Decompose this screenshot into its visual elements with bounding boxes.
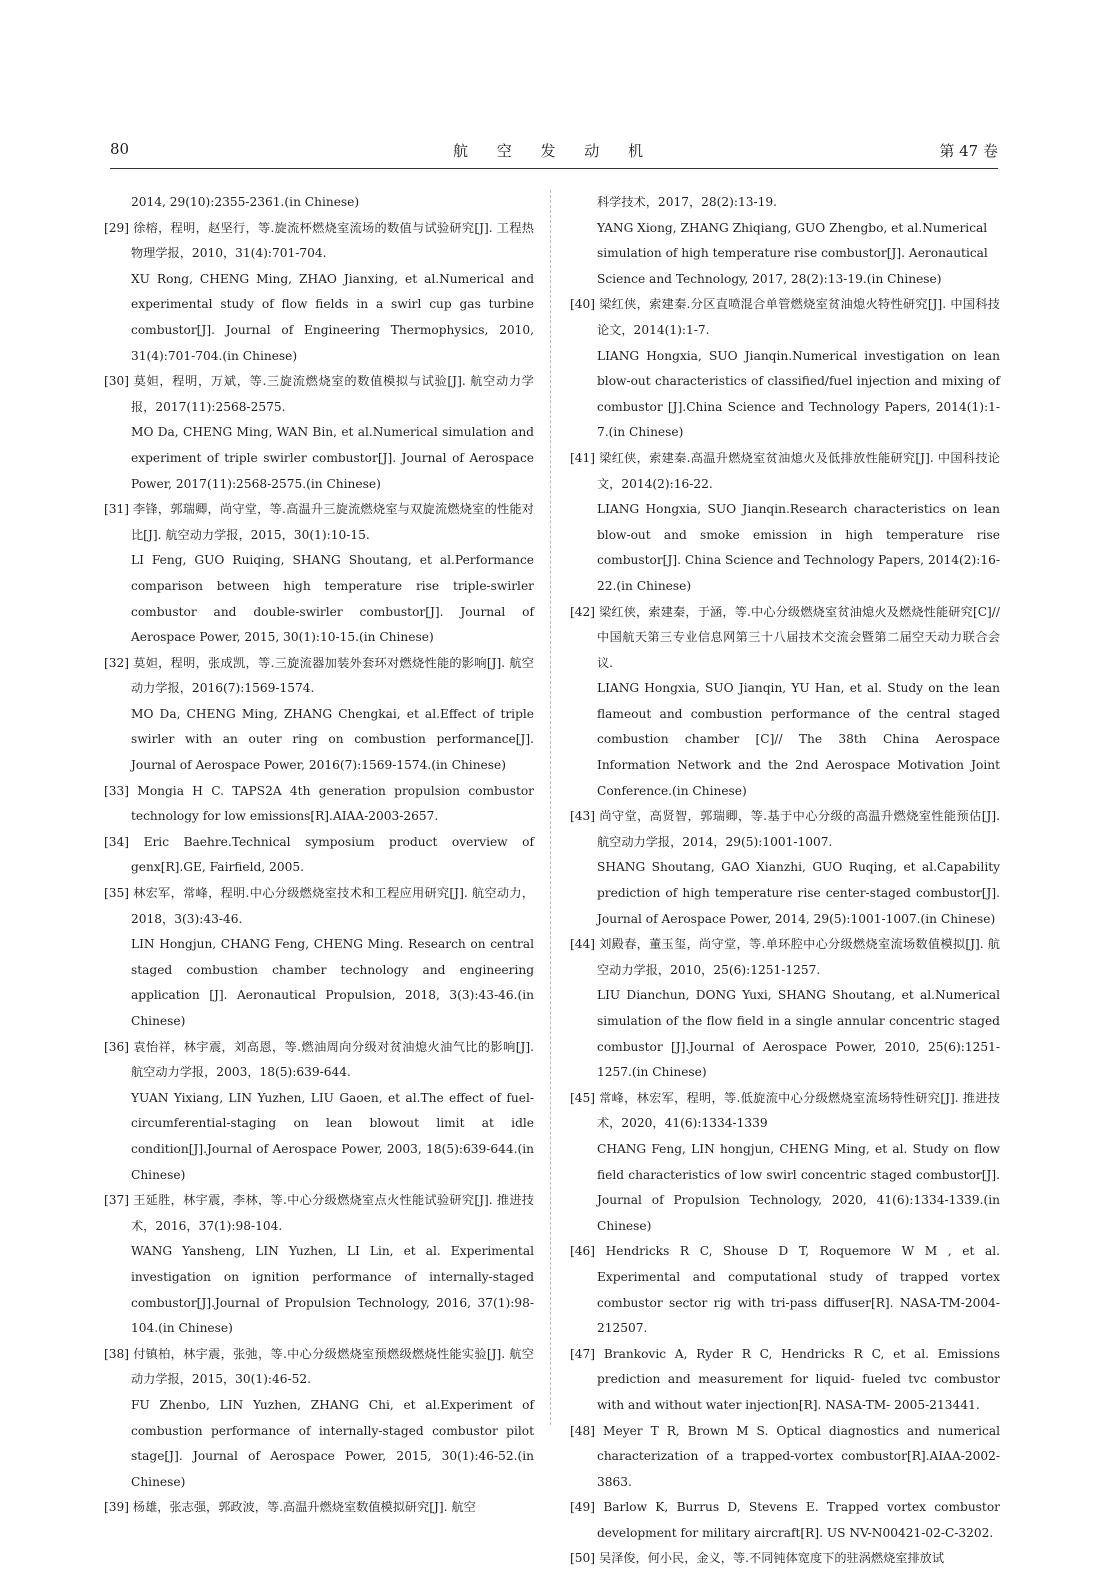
- reference-entry: [570, 1546, 1000, 1572]
- reference-entry: [570, 446, 1000, 600]
- reference-english-text: FU Zhenbo, LIN Yuzhen, ZHANG Chi, et al.Experiment of combustion performance of internally-staged combustor pilot stage[J]. Journal of Aerospace Power, 2015, 30(1):46-52.(in Chinese): [131, 1397, 534, 1489]
- reference-number: [29]: [104, 220, 130, 235]
- reference-chinese-text: 莫妲，程明，张成凯，等.三旋流器加装外套环对燃烧性能的影响[J]. 航空动力学报，2016(7):1569-1574.: [131, 655, 534, 696]
- reference-entry: [570, 600, 1000, 805]
- reference-continuation: [570, 190, 1000, 292]
- reference-chinese-text: 常峰，林宏军，程明，等.低旋流中心分级燃烧室流场特性研究[J]. 推进技术，2020，41(6):1334-1339: [597, 1090, 1000, 1131]
- reference-chinese-text: 吴泽俊，何小民，金义，等.不同钝体宽度下的驻涡燃烧室排放试: [598, 1551, 945, 1566]
- reference-entry: [570, 292, 1000, 446]
- reference-entry: [570, 1342, 1000, 1419]
- reference-number: [31]: [104, 502, 130, 517]
- reference-entry: [104, 369, 534, 497]
- reference-chinese-text: 徐榕，程明，赵坚行，等.旋流杯燃烧室流场的数值与试验研究[J]. 工程热物理学报，2010，31(4):701-704.: [131, 220, 534, 261]
- reference-english-text: WANG Yansheng, LIN Yuzhen, LI Lin, et al. Experimental investigation on ignition performance of internally-staged combustor[J].Journal of Propulsion Technology, 2016, 37(1):98-104.(in Chinese): [131, 1244, 534, 1336]
- reference-chinese-text: 尚守堂，高贤智，郭瑞卿，等.基于中心分级的高温升燃烧室性能预估[J]. 航空动力学报，2014，29(5):1001-1007.: [597, 809, 1000, 849]
- references-right-column: [570, 190, 1000, 1572]
- reference-english-text: Meyer T R, Brown M S. Optical diagnostics and numerical characterization of a trapped-vortex combustor[R].AIAA-2002-3863.: [597, 1423, 1001, 1489]
- reference-number: [35]: [104, 886, 130, 901]
- reference-number: [44]: [570, 937, 596, 952]
- reference-entry: [570, 932, 1000, 1086]
- reference-number: [30]: [104, 374, 130, 389]
- reference-english-text: LIANG Hongxia, SUO Jianqin.Numerical investigation on lean blow-out characteristics of classified/fuel injection and mixing of combustor [J].China Science and Technology Papers, 2014(1):1-7.(in Chinese): [597, 348, 1000, 440]
- reference-number: [50]: [570, 1551, 596, 1566]
- page-number: 80: [110, 140, 130, 158]
- reference-number: [38]: [104, 1346, 130, 1361]
- reference-number: [47]: [570, 1346, 596, 1361]
- reference-number: [42]: [570, 604, 596, 619]
- reference-number: [39]: [104, 1500, 130, 1515]
- reference-english-text: XU Rong, CHENG Ming, ZHAO Jianxing, et al.Numerical and experimental study of flow fields in a swirl cup gas turbine combustor[J]. Journal of Engineering Thermophysics, 2010, 31(4):701-704.(in Chinese): [131, 271, 534, 363]
- reference-number: [33]: [104, 783, 130, 798]
- reference-entry: [570, 804, 1000, 932]
- reference-entry: [104, 779, 534, 830]
- reference-entry: [104, 881, 534, 1035]
- reference-entry: [104, 1495, 534, 1521]
- reference-chinese-text: 梁红侠，索建秦.高温升燃烧室贫油熄火及低排放性能研究[J]. 中国科技论文，2014(2):16-22.: [597, 450, 1000, 491]
- reference-chinese-text: 林宏军，常峰，程明.中心分级燃烧室技术和工程应用研究[J]. 航空动力，2018，3(3):43-46.: [131, 886, 534, 926]
- reference-text: 2014, 29(10):2355-2361.(in Chinese): [131, 195, 360, 209]
- reference-number: [36]: [104, 1039, 130, 1054]
- reference-entry: [570, 1495, 1000, 1546]
- reference-entry: [104, 216, 534, 370]
- reference-english-text: LI Feng, GUO Ruiqing, SHANG Shoutang, et al.Performance comparison between high temperature rise triple-swirler combustor and double-swirler combustor[J]. Journal of Aerospace Power, 2015, 30(1):10-15.(in Chinese): [131, 553, 534, 645]
- reference-number: [49]: [570, 1500, 596, 1515]
- reference-number: [41]: [570, 450, 596, 465]
- reference-chinese-text: 莫妲，程明，万斌，等.三旋流燃烧室的数值模拟与试验[J]. 航空动力学报，2017(11):2568-2575.: [131, 374, 534, 414]
- reference-chinese-text: 梁红侠，索建秦，于涵，等.中心分级燃烧室贫油熄火及燃烧性能研究[C]//中国航天第三专业信息网第三十八届技术交流会暨第二届空天动力联合会议.: [597, 604, 1001, 670]
- reference-english-text: Eric Baehre.Technical symposium product overview of genx[R].GE, Fairfield, 2005.: [131, 834, 535, 875]
- reference-entry: [104, 830, 534, 881]
- reference-entry: [104, 651, 534, 779]
- reference-entry: [570, 1086, 1000, 1240]
- reference-english-text: LIU Dianchun, DONG Yuxi, SHANG Shoutang, et al.Numerical simulation of the flow field in a single annular concentric staged combustor [J].Journal of Aerospace Power, 2010, 25(6):1251-1257.(in Chinese): [597, 988, 1000, 1080]
- reference-entry: [104, 1035, 534, 1189]
- reference-english-text: LIN Hongjun, CHANG Feng, CHENG Ming. Research on central staged combustion chamber technology and engineering application [J]. Aeronautical Propulsion, 2018, 3(3):43-46.(in Chinese): [131, 937, 534, 1028]
- reference-number: [40]: [570, 297, 596, 312]
- reference-english-text: MO Da, CHENG Ming, WAN Bin, et al.Numerical simulation and experiment of triple swirler combustor[J]. Journal of Aerospace Power, 2017(11):2568-2575.(in Chinese): [131, 425, 534, 491]
- reference-english-text: CHANG Feng, LIN hongjun, CHENG Ming, et al. Study on flow field characteristics of low swirl concentric staged combustor[J]. Journal of Propulsion Technology, 2020, 41(6):1334-1339.(in Chinese): [597, 1141, 1000, 1233]
- reference-chinese-text: 杨雄，张志强，郭政波，等.高温升燃烧室数值模拟研究[J]. 航空: [132, 1500, 476, 1515]
- reference-english-text: MO Da, CHENG Ming, ZHANG Chengkai, et al.Effect of triple swirler with an outer ring on combustion performance[J]. Journal of Aerospace Power, 2016(7):1569-1574.(in Chinese): [131, 706, 534, 773]
- reference-entry: [104, 1342, 534, 1496]
- reference-number: [48]: [570, 1423, 596, 1438]
- reference-text: 科学技术，2017，28(2):13-19.: [597, 195, 778, 209]
- reference-chinese-text: 袁怡祥，林宇震，刘高恩，等.燃油周向分级对贫油熄火油气比的影响[J]. 航空动力学报，2003，18(5):639-644.: [131, 1039, 534, 1080]
- reference-entry: [104, 497, 534, 651]
- reference-number: [46]: [570, 1244, 596, 1259]
- reference-chinese-text: 梁红侠，索建秦.分区直喷混合单管燃烧室贫油熄火特性研究[J]. 中国科技论文，2014(1):1-7.: [597, 297, 1000, 337]
- reference-number: [43]: [570, 809, 596, 824]
- reference-chinese-text: 付镇柏，林宇震，张弛，等.中心分级燃烧室预燃级燃烧性能实验[J]. 航空动力学报，2015，30(1):46-52.: [131, 1346, 534, 1387]
- reference-text: YANG Xiong, ZHANG Zhiqiang, GUO Zhengbo, et al.Numerical simulation of high temperature rise combustor[J]. Aeronautical Science and Technology, 2017, 28(2):13-19.(in Chinese): [597, 220, 988, 286]
- reference-chinese-text: 刘殿春，董玉玺，尚守堂，等.单环腔中心分级燃烧室流场数值模拟[J]. 航空动力学报，2010，25(6):1251-1257.: [597, 937, 1000, 977]
- reference-english-text: Mongia H C. TAPS2A 4th generation propulsion combustor technology for low emissions[R].AIAA-2003-2657.: [131, 783, 535, 824]
- page-header: [110, 140, 998, 166]
- reference-chinese-text: 王延胜，林宇震，李林，等.中心分级燃烧室点火性能试验研究[J]. 推进技术，2016，37(1):98-104.: [131, 1193, 534, 1233]
- reference-english-text: Barlow K, Burrus D, Stevens E. Trapped vortex combustor development for military aircraft[R]. US NV-N00421-02-C-3202.: [597, 1500, 1000, 1540]
- reference-entry: [570, 1419, 1000, 1496]
- reference-number: [37]: [104, 1193, 130, 1208]
- reference-chinese-text: 李锋，郭瑞卿，尚守堂，等.高温升三旋流燃烧室与双旋流燃烧室的性能对比[J]. 航空动力学报，2015，30(1):10-15.: [131, 502, 534, 542]
- reference-english-text: Hendricks R C, Shouse D T, Roquemore W M , et al. Experimental and computational study of trapped vortex combustor sector rig with tri-pass diffuser[R]. NASA-TM-2004-212507.: [597, 1244, 1000, 1336]
- header-rule: [110, 168, 998, 169]
- reference-number: [45]: [570, 1090, 596, 1105]
- volume-label: 第 47 卷: [939, 142, 998, 160]
- journal-title: 航 空 发 动 机: [452, 142, 656, 160]
- reference-english-text: LIANG Hongxia, SUO Jianqin, YU Han, et al. Study on the lean flameout and combustion performance of the central staged combustion chamber [C]// The 38th China Aerospace Information Network and the 2nd Aerospace Motivation Joint Conference.(in Chinese): [597, 681, 1000, 798]
- reference-english-text: LIANG Hongxia, SUO Jianqin.Research characteristics on lean blow-out and smoke emission in high temperature rise combustor[J]. China Science and Technology Papers, 2014(2):16-22.(in Chinese): [597, 502, 1000, 593]
- reference-english-text: SHANG Shoutang, GAO Xianzhi, GUO Ruqing, et al.Capability prediction of high temperature rise center-staged combustor[J]. Journal of Aerospace Power, 2014, 29(5):1001-1007.(in Chinese): [597, 860, 1000, 926]
- reference-continuation: [104, 190, 534, 216]
- reference-english-text: YUAN Yixiang, LIN Yuzhen, LIU Gaoen, et al.The effect of fuel-circumferential-staging on lean blowout limit at idle condition[J].Journal of Aerospace Power, 2003, 18(5):639-644.(in Chinese): [131, 1090, 534, 1182]
- reference-english-text: Brankovic A, Ryder R C, Hendricks R C, et al. Emissions prediction and measurement for liquid- fueled tvc combustor with and without water injection[R]. NASA-TM- 2005-213441.: [597, 1346, 1001, 1412]
- column-divider: [550, 190, 551, 1425]
- reference-entry: [570, 1239, 1000, 1341]
- references-left-column: [104, 190, 534, 1521]
- reference-number: [32]: [104, 655, 130, 670]
- reference-number: [34]: [104, 834, 130, 849]
- reference-entry: [104, 1188, 534, 1342]
